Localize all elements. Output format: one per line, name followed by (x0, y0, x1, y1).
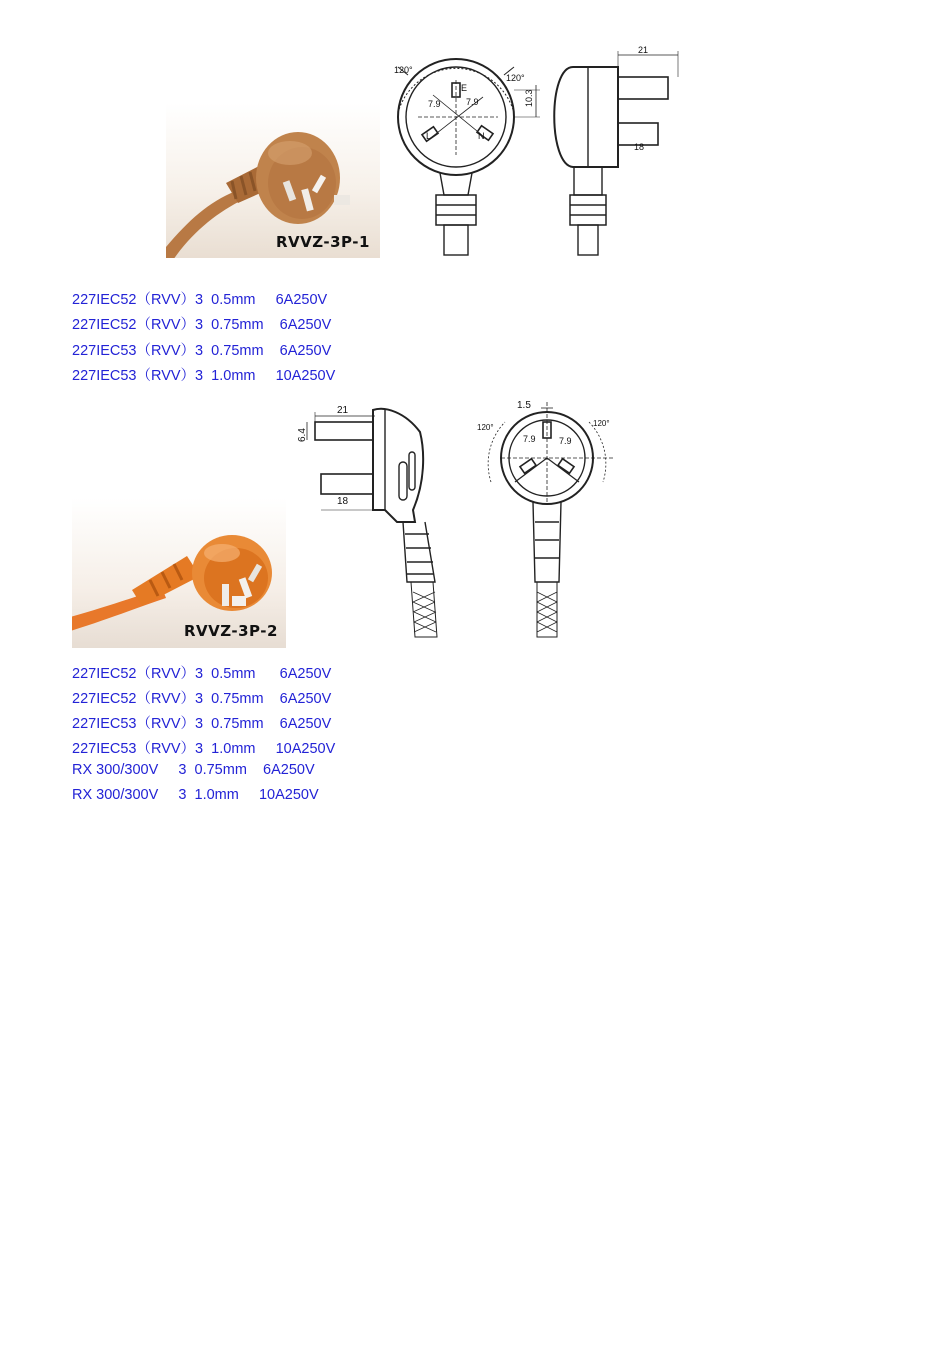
mark-l-label: L (426, 131, 432, 141)
product-photo-rvvz-3p-2 (72, 498, 286, 648)
technical-drawing-rvvz-3p-2 (285, 392, 625, 642)
product-photo-rvvz-3p-1 (166, 103, 380, 258)
angle-right-label: 120° (506, 73, 525, 83)
spec-line: 227IEC53（RVV）3 1.0mm 10A250V (72, 368, 336, 384)
pin-width-label: 7.9 (523, 434, 536, 444)
spec-line: RX 300/300V 3 1.0mm 10A250V (72, 787, 319, 803)
angle-left-label: 120° (477, 423, 494, 432)
top-gap-label: 1.5 (517, 400, 531, 411)
spec-line: 227IEC52（RVV）3 0.75mm 6A250V (72, 691, 332, 707)
spec-line: 227IEC53（RVV）3 0.75mm 6A250V (72, 716, 332, 732)
pin-length-label: 21 (638, 45, 649, 55)
pin-width-label-b: 7.9 (559, 436, 572, 446)
model-label: RVVZ-3P-2 (184, 622, 278, 640)
spec-line: RX 300/300V 3 0.75mm 6A250V (72, 762, 315, 778)
spec-line: 227IEC53（RVV）3 0.75mm 6A250V (72, 343, 332, 359)
angle-right-label: 120° (593, 419, 610, 428)
pin-length-label: 21 (337, 405, 349, 416)
model-label: RVVZ-3P-1 (276, 233, 370, 251)
mark-n-label: N (478, 131, 485, 141)
pin-thickness-label: 6.4 (297, 428, 308, 442)
offset-label: 10.3 (524, 89, 534, 107)
spec-line: 227IEC53（RVV）3 1.0mm 10A250V (72, 741, 336, 757)
pin-width-label: 7.9 (428, 99, 441, 109)
pin-width-label-b: 7.9 (466, 97, 479, 107)
spec-line: 227IEC52（RVV）3 0.5mm 6A250V (72, 292, 328, 308)
pin-length-b-label: 18 (337, 496, 349, 507)
spec-line: 227IEC52（RVV）3 0.5mm 6A250V (72, 666, 332, 682)
pin-length-b-label: 18 (634, 142, 645, 152)
mark-e-label: E (461, 83, 468, 93)
spec-line: 227IEC52（RVV）3 0.75mm 6A250V (72, 317, 332, 333)
technical-drawing-rvvz-3p-1 (388, 45, 690, 263)
angle-left-label: 120° (394, 65, 413, 75)
